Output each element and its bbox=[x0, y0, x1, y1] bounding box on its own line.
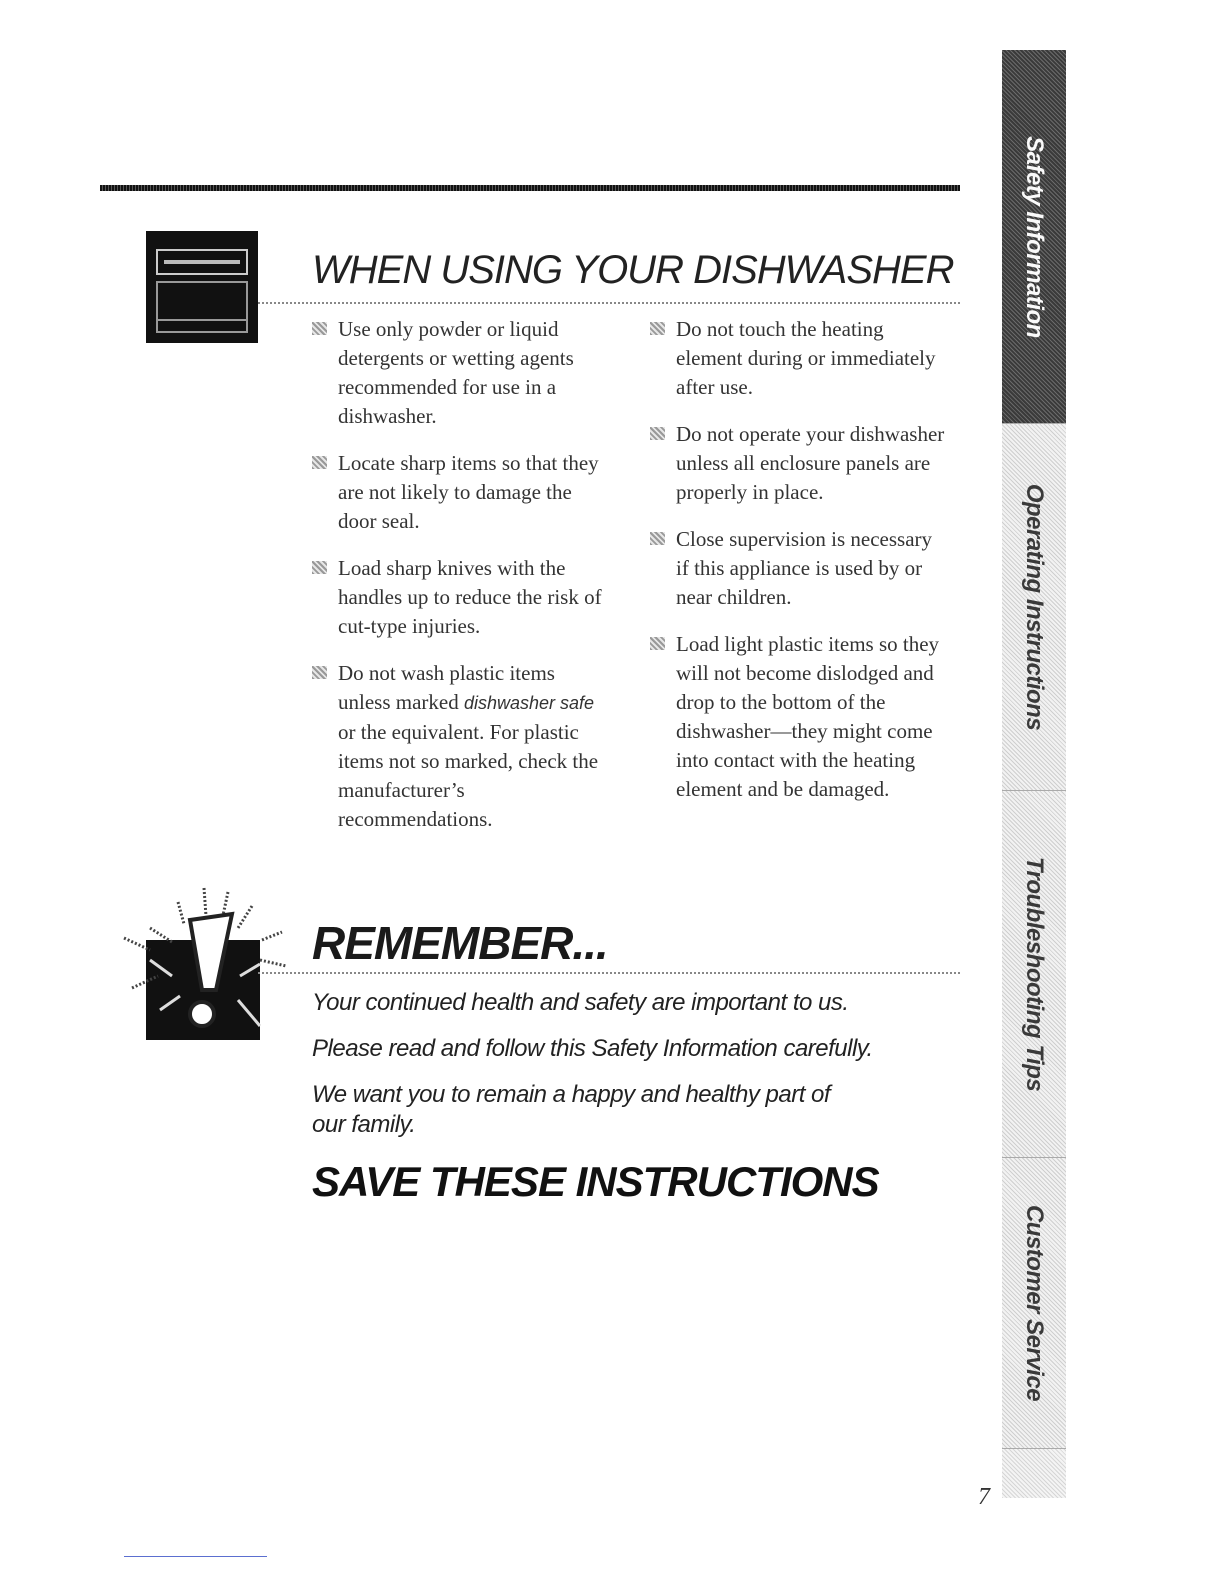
bullet-icon bbox=[650, 532, 665, 545]
footer-line bbox=[124, 1556, 267, 1557]
dishwasher-safe-term: dishwasher safe bbox=[463, 693, 595, 713]
safety-item-text: Do not wash plastic items unless marked bbox=[338, 661, 555, 714]
tab-label: Customer Service bbox=[1021, 1204, 1048, 1402]
safety-item-text: Load light plastic items so they will not become dislodged and drop to the bottom of the dishwasher—they might come into contact with the heating element and be damaged. bbox=[676, 632, 940, 801]
tab-strip-end bbox=[1002, 1449, 1066, 1498]
safety-item-text: Locate sharp items so that they are not likely to damage the door seal. bbox=[338, 451, 599, 533]
bullet-icon bbox=[312, 456, 327, 469]
remember-title-rule bbox=[258, 972, 960, 974]
safety-item bbox=[312, 315, 612, 431]
safety-item-text: Do not operate your dishwasher unless all enclosure panels are properly in place. bbox=[676, 422, 945, 504]
safety-item bbox=[312, 659, 612, 834]
bullet-icon bbox=[650, 637, 665, 650]
safety-item-text: Close supervision is necessary if this appliance is used by or near children. bbox=[676, 527, 933, 609]
dishwasher-icon bbox=[146, 231, 258, 343]
bullet-icon bbox=[650, 427, 665, 440]
tab-label: Safety Information bbox=[1021, 135, 1048, 338]
bullet-icon bbox=[312, 561, 327, 574]
remember-line: our family. bbox=[312, 1111, 416, 1138]
safety-item-text: Do not touch the heating element during or immediately after use. bbox=[676, 317, 936, 399]
tab-troubleshooting-tips[interactable] bbox=[1002, 791, 1066, 1158]
remember-title: REMEMBER... bbox=[312, 917, 608, 969]
safety-item bbox=[650, 315, 950, 402]
safety-item bbox=[650, 525, 950, 612]
page-number: 7 bbox=[978, 1484, 990, 1510]
section-tabs bbox=[1002, 50, 1066, 1498]
right-column bbox=[650, 315, 950, 822]
tab-operating-instructions[interactable] bbox=[1002, 424, 1066, 791]
safety-item bbox=[650, 420, 950, 507]
safety-item-text: Use only powder or liquid detergents or wetting agents recommended for use in a dishwasher. bbox=[338, 317, 574, 428]
safety-item bbox=[312, 554, 612, 641]
section-title-rule bbox=[258, 302, 960, 304]
section-title: WHEN USING YOUR DISHWASHER bbox=[312, 248, 954, 292]
bullet-icon bbox=[312, 666, 327, 679]
tab-customer-service[interactable] bbox=[1002, 1158, 1066, 1449]
remember-line: Please read and follow this Safety Information carefully. bbox=[312, 1035, 873, 1062]
bullet-icon bbox=[650, 322, 665, 335]
bullet-icon bbox=[312, 322, 327, 335]
left-column bbox=[312, 315, 612, 852]
safety-item bbox=[312, 449, 612, 536]
remember-line: Your continued health and safety are important to us. bbox=[312, 989, 849, 1016]
safety-item-text: or the equivalent. For plastic items not so marked, check the manufacturer’s recommendations. bbox=[338, 720, 599, 831]
tab-safety-information[interactable] bbox=[1002, 50, 1066, 424]
safety-item bbox=[650, 630, 950, 804]
exclamation-warning-icon bbox=[120, 880, 290, 1040]
save-instructions-title: SAVE THESE INSTRUCTIONS bbox=[312, 1158, 879, 1205]
safety-item-text: Load sharp knives with the handles up to reduce the risk of cut-type injuries. bbox=[338, 556, 602, 638]
top-divider bbox=[100, 185, 960, 191]
tab-label: Troubleshooting Tips bbox=[1021, 856, 1048, 1092]
remember-line: We want you to remain a happy and healthy part of bbox=[312, 1081, 831, 1108]
tab-label: Operating Instructions bbox=[1021, 483, 1048, 731]
